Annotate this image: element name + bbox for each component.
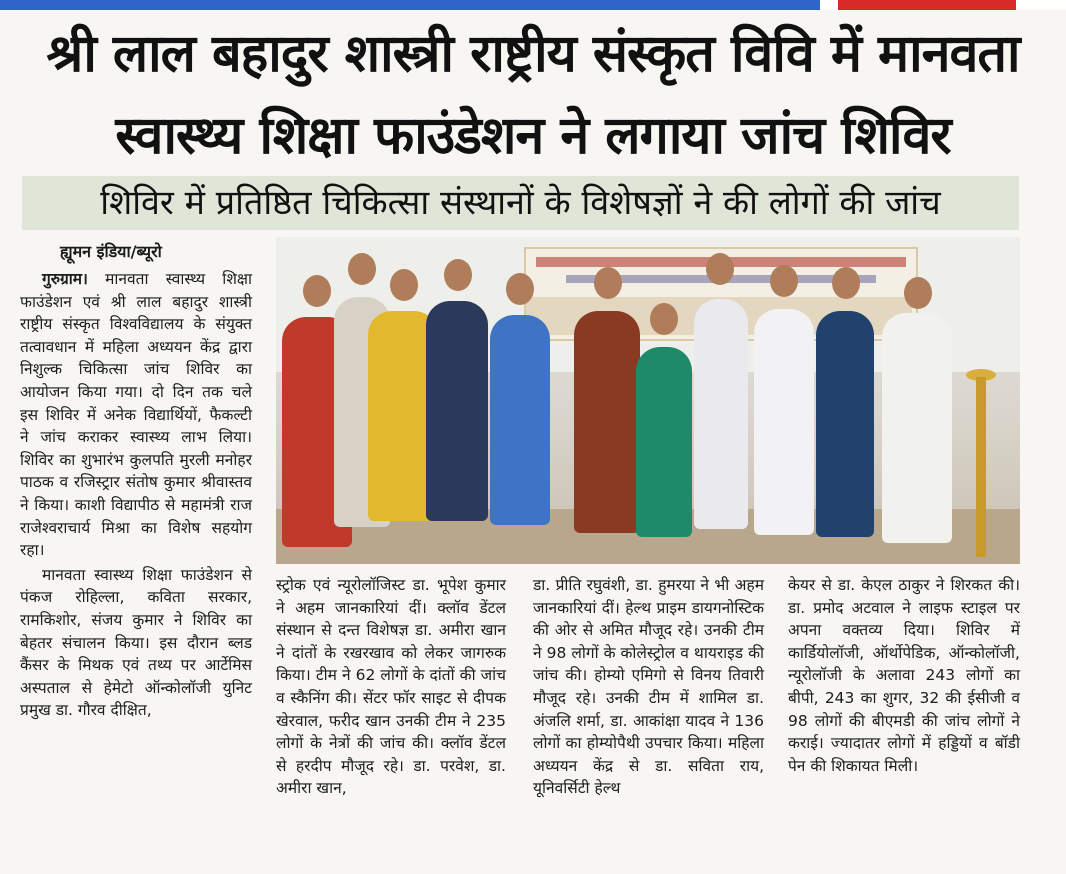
group-photo-icon — [276, 237, 1020, 564]
person-2-head — [348, 253, 376, 285]
person-8-head — [706, 253, 734, 285]
column-4-text: केयर से डा. केएल ठाकुर ने शिरकत की। डा. प्रमोद अटवाल ने लाइफ स्टाइल पर अपना वक्तव्य दिया। शिविर में कार्डियोलॉजी, ऑर्थोपेडिक, ऑन्कोलॉजी, न्यूरोलॉजी के अलावा 243 लोगों का बीपी, 243 का शुगर, 32 की ईसीजी व 98 लोगों की बीएमडी की जांच लोगों ने कराई। ज्यादातर लोगों में हड्डियों व बॉडी पेन की शिकायत मिली। — [788, 576, 1020, 775]
person-6 — [574, 311, 640, 533]
top-bar-blue-strip — [0, 0, 820, 10]
article-column-1 — [20, 268, 252, 722]
article-column-2 — [276, 574, 506, 800]
headline-line-1: श्री लाल बहादुर शास्त्री राष्ट्रीय संस्कृत विवि में मानवता — [46, 24, 1020, 84]
dateline: गुरुग्राम। — [42, 270, 88, 288]
person-10 — [816, 311, 874, 537]
byline: ह्यूमन इंडिया/ब्यूरो — [60, 242, 162, 261]
subheadline: शिविर में प्रतिष्ठित चिकित्सा संस्थानों के विशेषज्ञों ने की लोगों की जांच — [22, 176, 1019, 230]
top-bar-gap — [820, 0, 838, 10]
top-bar-red-strip — [838, 0, 1016, 10]
paragraph-1-text: मानवता स्वास्थ्य शिक्षा फाउंडेशन एवं श्री लाल बहादुर शास्त्री राष्ट्रीय संस्कृत विश्वविद्यालय के संयुक्त तत्वावधान में महिला अध्ययन केंद्र द्वारा निशुल्क चिकित्सा जांच शिविर का आयोजन किया गया। दो दिन तक चले इस शिविर में अनेक विद्यार्थियों, फैकल्टी ने जांच कराकर स्वास्थ्य लाभ लिया। शिविर का शुभारंभ कुलपति मुरली मनोहर पाठक व रजिस्ट्रार संतोष कुमार श्रीवास्तव ने किया। काशी विद्यापीठ से महामंत्री राज राजेश्वराचार्य मिश्रा का विशेष सहयोग रहा। — [20, 270, 252, 560]
person-11-head — [904, 277, 932, 309]
person-8 — [694, 299, 748, 529]
person-7-head — [650, 303, 678, 335]
person-3-head — [390, 269, 418, 301]
person-9-head — [770, 265, 798, 297]
person-1-head — [303, 275, 331, 307]
person-4-head — [444, 259, 472, 291]
person-4 — [426, 301, 488, 521]
person-11 — [882, 313, 952, 543]
paragraph-1 — [20, 268, 252, 562]
article-column-3 — [533, 574, 764, 800]
person-5-head — [506, 273, 534, 305]
person-5 — [490, 315, 550, 525]
paragraph-2: मानवता स्वास्थ्य शिक्षा फाउंडेशन से पंकज रोहिल्ला, कविता सरकार, रामकिशोर, संजय कुमार ने शिविर का बेहतर संचालन किया। इस दौरान ब्लड कैंसर के मिथक एवं तथ्य पर आर्टेमिस अस्पताल से हेमेटो ऑन्कोलॉजी युनिट प्रमुख डा. गौरव दीक्षित, — [20, 565, 252, 720]
person-6-head — [594, 267, 622, 299]
headline-line-2: स्वास्थ्य शिक्षा फाउंडेशन ने लगाया जांच शिविर — [115, 106, 951, 166]
person-10-head — [832, 267, 860, 299]
person-7 — [636, 347, 692, 537]
column-2-text: स्ट्रोक एवं न्यूरोलॉजिस्ट डा. भूपेश कुमार ने अहम जानकारियां दीं। क्लॉव डेंटल संस्थान से दन्त विशेषज्ञ डा. अमीरा खान ने दांतों के रखरखाव को लेकर जागरुक किया। टीम ने 62 लोगों के दांतों की जांच व स्कैनिंग की। सेंटर फॉर साइट से दीपक खेरवाल, फरीद खान उनकी टीम ने 235 लोगों के नेत्रों की जांच की। क्लॉव डेंटल से हरदीप मौजूद रहे। डा. परवेश, डा. अमीरा खान, — [276, 576, 506, 798]
top-color-bar — [0, 0, 1066, 10]
column-3-text: डा. प्रीति रघुवंशी, डा. हुमरया ने भी अहम जानकारियां दीं। हेल्थ प्राइम डायगनोस्टिक की ओर से अमित मौजूद रहे। उनकी टीम ने 98 लोगों के कोलेस्ट्रोल व थायराइड की जांच की। होम्यो एमिगो से विनय तिवारी मौजूद रहे। उनकी टीम में शामिल डा. अंजलि शर्मा, डा. आकांक्षा यादव ने 136 लोगों का होम्योपैथी उपचार किया। महिला अध्ययन केंद्र से डा. सविता राय, यूनिवर्सिटी हेल्थ — [533, 576, 764, 798]
oil-lamp — [976, 377, 986, 557]
person-9 — [754, 309, 814, 535]
article-column-4 — [788, 574, 1020, 777]
